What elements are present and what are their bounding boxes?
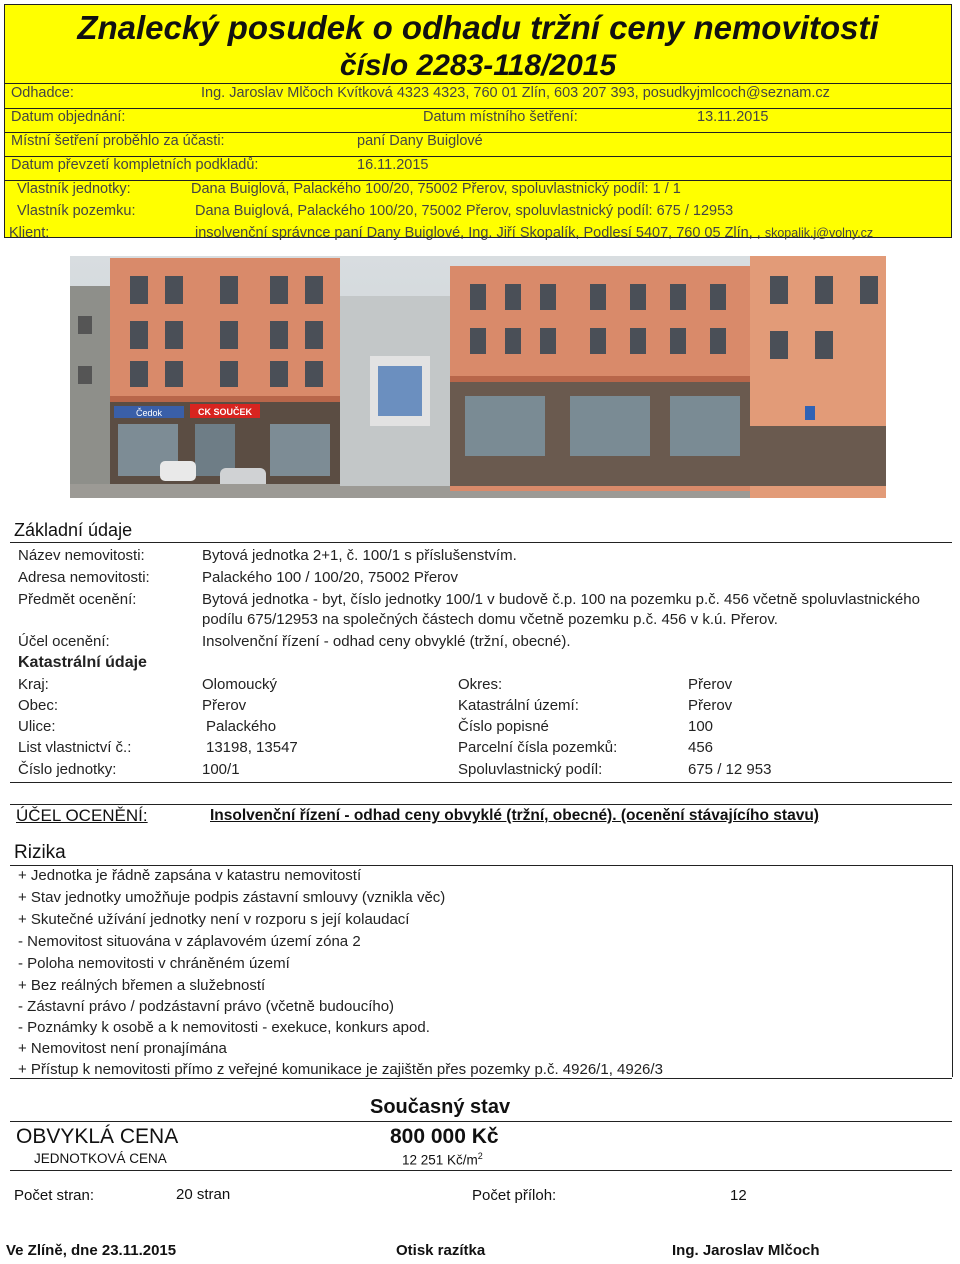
lv-value: 13198, 13547	[206, 739, 298, 756]
riziko-item: + Stav jednotky umožňuje podpis zástavní smlouvy (vznikla věc)	[18, 889, 446, 906]
rizika-top-rule	[10, 865, 952, 866]
vlastnik-jednotky-label: Vlastník jednotky:	[17, 181, 131, 197]
sign-cedok: Čedok	[135, 408, 163, 418]
cp-label: Číslo popisné	[458, 718, 549, 735]
prevzeti-value: 16.11.2015	[357, 157, 429, 173]
ucel-oceneni-label: ÚČEL OCENĚNÍ:	[16, 806, 148, 825]
sign-soucek: CK SOUČEK	[197, 407, 253, 417]
footer-stamp: Otisk razítka	[396, 1242, 486, 1259]
predmet-value-1: Bytová jednotka - byt, číslo jednotky 100/1 v budově č.p. 100 na pozemku p.č. 456 včetně spoluvlastnického	[202, 591, 920, 608]
soucasny-stav-heading: Současný stav	[370, 1096, 511, 1118]
podil-label: Spoluvlastnický podíl:	[458, 761, 603, 778]
report-number: číslo 2283-118/2015	[339, 49, 617, 82]
adresa-value: Palackého 100 / 100/20, 75002 Přerov	[202, 569, 459, 586]
setreni-ucast-label: Místní šetření proběhlo za účasti:	[11, 133, 225, 149]
predmet-label: Předmět ocenění:	[18, 591, 137, 608]
header-divider	[5, 83, 951, 84]
cena-bottom-rule	[10, 1170, 952, 1171]
jednotkova-cena-sup: 2	[477, 1151, 483, 1161]
ku-label: Katastrální území:	[458, 697, 579, 714]
lv-label: List vlastnictví č.:	[18, 739, 132, 756]
riziko-item: - Zástavní právo / podzástavní právo (včetně budoucího)	[18, 998, 395, 1015]
katastr-rule	[10, 782, 952, 783]
kraj-value: Olomoucký	[202, 676, 278, 693]
riziko-item: - Poznámky k osobě a k nemovitosti - exekuce, konkurs apod.	[18, 1019, 430, 1036]
parcely-value: 456	[688, 739, 714, 756]
klient-email: skopalik.j@volny.cz	[764, 226, 874, 240]
odhadce-value: Ing. Jaroslav Mlčoch Kvítková 4323 4323, 760 01 Zlín, 603 207 393, posudkyjmlcoch@seznam.cz	[201, 85, 830, 101]
adresa-label: Adresa nemovitosti:	[18, 569, 150, 586]
cena-top-rule	[10, 1121, 952, 1122]
pocet-priloh-value: 12	[730, 1187, 747, 1204]
parcely-label: Parcelní čísla pozemků:	[458, 739, 618, 756]
jednotkova-cena-label: JEDNOTKOVÁ CENA	[34, 1151, 167, 1166]
obec-label: Obec:	[18, 697, 59, 714]
riziko-item: + Skutečné užívání jednotky není v rozporu s její kolaudací	[18, 911, 410, 928]
pocet-stran-label: Počet stran:	[14, 1187, 95, 1204]
ulice-label: Ulice:	[18, 718, 56, 735]
datum-objednani-label: Datum objednání:	[11, 109, 126, 125]
vlastnik-jednotky-value: Dana Buiglová, Palackého 100/20, 75002 Přerov, spoluvlastnický podíl: 1 / 1	[191, 181, 681, 197]
ulice-value: Palackého	[206, 718, 277, 735]
okres-value: Přerov	[688, 676, 733, 693]
ku-value: Přerov	[688, 697, 733, 714]
klient-text: insolvenční správnce paní Dany Buiglové, Ing. Jiří Skopalík, Podlesí 5407, 760 05 Zlín, ,	[195, 225, 761, 241]
riziko-item: - Poloha nemovitosti v chráněném území	[18, 955, 290, 972]
footer-place-date: Ve Zlíně, dne 23.11.2015	[6, 1242, 177, 1259]
datum-setreni-label: Datum místního šetření:	[423, 109, 578, 125]
prevzeti-label: Datum převzetí kompletních podkladů:	[11, 157, 259, 173]
zakladni-rule	[10, 542, 952, 543]
riziko-item: + Přístup k nemovitosti přímo z veřejné komunikace je zajištěn přes pozemky p.č. 4926/1, 4926/3	[18, 1061, 663, 1078]
predmet-value-2: podílu 675/12953 na společných částech domu včetně pozemku p.č. 456 v k.ú. Přerov.	[202, 611, 778, 628]
obvykla-cena-label: OBVYKLÁ CENA	[16, 1125, 179, 1148]
obvykla-cena-value: 800 000 Kč	[390, 1125, 499, 1148]
riziko-item: - Nemovitost situována v záplavovém území zóna 2	[18, 933, 361, 950]
jednotkova-cena-value	[402, 1151, 483, 1168]
property-photo	[70, 256, 886, 498]
report-title: Znalecký posudek o odhadu tržní ceny nemovitosti	[77, 9, 879, 46]
footer-signature: Ing. Jaroslav Mlčoch	[672, 1242, 820, 1259]
zakladni-heading: Základní údaje	[14, 520, 133, 540]
katastr-heading: Katastrální údaje	[18, 654, 147, 671]
klient-label: Klient:	[9, 225, 50, 241]
riziko-item: + Bez reálných břemen a služebností	[18, 977, 266, 994]
jednotkova-cena-number: 12 251 Kč/m	[402, 1152, 478, 1168]
vlastnik-pozemku-value: Dana Buiglová, Palackého 100/20, 75002 Přerov, spoluvlastnický podíl: 675 / 12953	[195, 203, 734, 219]
vlastnik-pozemku-label: Vlastník pozemku:	[17, 203, 136, 219]
jednotka-label: Číslo jednotky:	[18, 761, 117, 778]
jednotka-value: 100/1	[202, 761, 240, 778]
rizika-bottom-rule	[10, 1078, 952, 1079]
datum-setreni-value: 13.11.2015	[697, 109, 769, 125]
ucel-top-rule	[10, 804, 952, 805]
obec-value: Přerov	[202, 697, 247, 714]
cp-value: 100	[688, 718, 714, 735]
pocet-priloh-label: Počet příloh:	[472, 1187, 557, 1204]
nazev-label: Název nemovitosti:	[18, 547, 145, 564]
ucel-oceneni-value: Insolvenční řízení - odhad ceny obvyklé (tržní, obecné). (ocenění stávajícího stavu)	[210, 807, 819, 824]
pocet-stran-value: 20 stran	[176, 1186, 231, 1203]
riziko-item: + Nemovitost není pronajímána	[18, 1040, 227, 1057]
building-illustration	[70, 256, 886, 498]
rizika-heading: Rizika	[14, 842, 66, 863]
klient-value	[195, 225, 873, 241]
okres-label: Okres:	[458, 676, 503, 693]
odhadce-label: Odhadce:	[11, 85, 74, 101]
ucel-label: Účel ocenění:	[18, 633, 110, 650]
report-header	[4, 4, 952, 241]
kraj-label: Kraj:	[18, 676, 49, 693]
ucel-value: Insolvenční řízení - odhad ceny obvyklé (tržní, obecné).	[202, 633, 571, 650]
nazev-value: Bytová jednotka 2+1, č. 100/1 s příslušenstvím.	[202, 547, 517, 564]
riziko-item: + Jednotka je řádně zapsána v katastru nemovitostí	[18, 867, 362, 884]
setreni-ucast-value: paní Dany Buiglové	[357, 133, 483, 149]
podil-value: 675 / 12 953	[688, 761, 772, 778]
rizika-right-border	[952, 865, 953, 1077]
